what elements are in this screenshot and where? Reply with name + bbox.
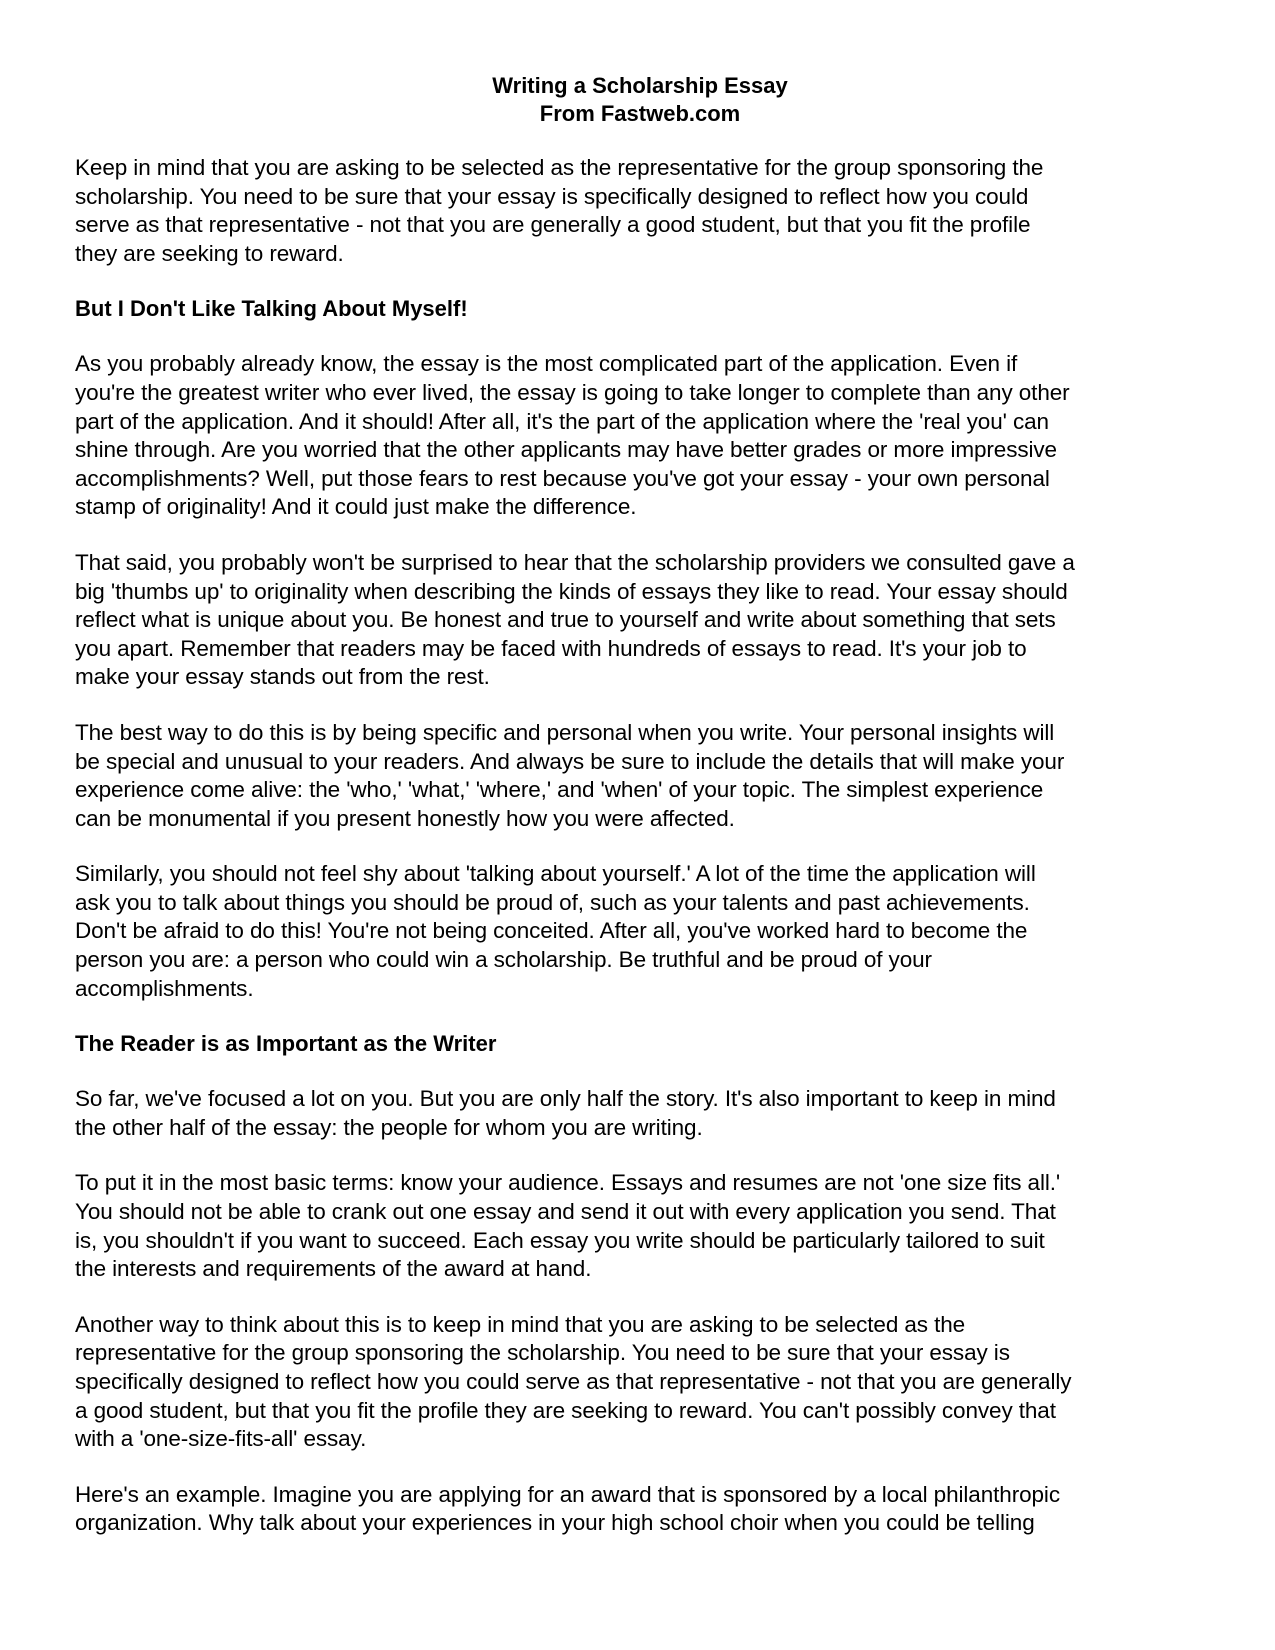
text-line: make your essay stands out from the rest. [75,664,490,690]
section-heading: But I Don't Like Talking About Myself! [75,296,468,322]
text-line: a good student, but that you fit the profile they are seeking to reward. You can't possibly convey that [75,1397,1056,1423]
text-line: with a 'one-size-fits-all' essay. [75,1426,367,1452]
text-line: be special and unusual to your readers. And always be sure to include the details that will make your [75,748,1065,774]
text-line: To put it in the most basic terms: know your audience. Essays and resumes are not 'one size fits all.' [75,1170,1061,1196]
paragraph [75,719,1205,833]
paragraph [75,1481,1205,1538]
text-line: is, you shouldn't if you want to succeed. Each essay you write should be particularly tailored to suit [75,1227,1045,1253]
text-line: reflect what is unique about you. Be honest and true to yourself and write about something that sets [75,607,1056,633]
text-line: accomplishments? Well, put those fears to rest because you've got your essay - your own personal [75,465,1050,491]
text-line: big 'thumbs up' to originality when describing the kinds of essays they like to read. Your essay should [75,578,1068,604]
text-line: Keep in mind that you are asking to be selected as the representative for the group sponsoring the [75,155,1044,180]
text-line: ask you to talk about things you should be proud of, such as your talents and past achievements. [75,889,1030,915]
text-line: stamp of originality! And it could just make the difference. [75,494,637,520]
text-line: Here's an example. Imagine you are applying for an award that is sponsored by a local philanthropic [75,1481,1060,1507]
text-line: You should not be able to crank out one essay and send it out with every application you send. That [75,1199,1056,1225]
text-line: you apart. Remember that readers may be faced with hundreds of essays to read. It's your job to [75,635,1027,661]
text-line: The best way to do this is by being specific and personal when you write. Your personal insights will [75,719,1055,745]
text-line: part of the application. And it should! After all, it's the part of the application where the 'real you' can [75,408,1049,434]
document-page [75,72,1205,1538]
text-line: Similarly, you should not feel shy about 'talking about yourself.' A lot of the time the application will [75,861,1036,887]
document-subtitle: From Fastweb.com [539,101,741,126]
text-line: scholarship. You need to be sure that your essay is specifically designed to reflect how you could [75,183,1029,209]
text-line: organization. Why talk about your experiences in your high school choir when you could be telling [75,1510,1035,1536]
text-line: shine through. Are you worried that the other applicants may have better grades or more impressive [75,437,1057,463]
paragraph [75,1169,1205,1283]
text-line: the interests and requirements of the award at hand. [75,1256,592,1282]
text-line: the other half of the essay: the people for whom you are writing. [75,1114,703,1140]
paragraph-intro [75,154,1205,268]
document-title: Writing a Scholarship Essay [492,73,788,98]
text-line: Another way to think about this is to keep in mind that you are asking to be selected as the [75,1311,966,1337]
text-line: As you probably already know, the essay is the most complicated part of the application. Even if [75,351,1018,377]
text-line: they are seeking to reward. [75,240,344,266]
text-line: accomplishments. [75,975,254,1001]
document-title-block [75,72,1205,128]
text-line: specifically designed to reflect how you could serve as that representative - not that you are generally [75,1369,1072,1394]
text-line: experience come alive: the 'who,' 'what,' 'where,' and 'when' of your topic. The simplest experience [75,777,1044,803]
text-line: can be monumental if you present honestly how you were affected. [75,805,735,831]
text-line: So far, we've focused a lot on you. But you are only half the story. It's also important to keep in mind [75,1086,1056,1112]
paragraph [75,549,1205,692]
paragraph [75,860,1205,1003]
text-line: serve as that representative - not that you are generally a good student, but that you fit the profile [75,212,1031,238]
paragraph [75,350,1205,522]
text-line: Don't be afraid to do this! You're not being conceited. After all, you've worked hard to become the [75,918,1028,944]
section-heading: The Reader is as Important as the Writer [75,1031,497,1057]
text-line: That said, you probably won't be surprised to hear that the scholarship providers we consulted gave a [75,549,1075,575]
text-line: you're the greatest writer who ever lived, the essay is going to take longer to complete than any other [75,379,1070,405]
paragraph [75,1085,1205,1142]
text-line: representative for the group sponsoring the scholarship. You need to be sure that your essay is [75,1340,1010,1366]
paragraph [75,1311,1205,1454]
text-line: person you are: a person who could win a scholarship. Be truthful and be proud of your [75,947,932,973]
